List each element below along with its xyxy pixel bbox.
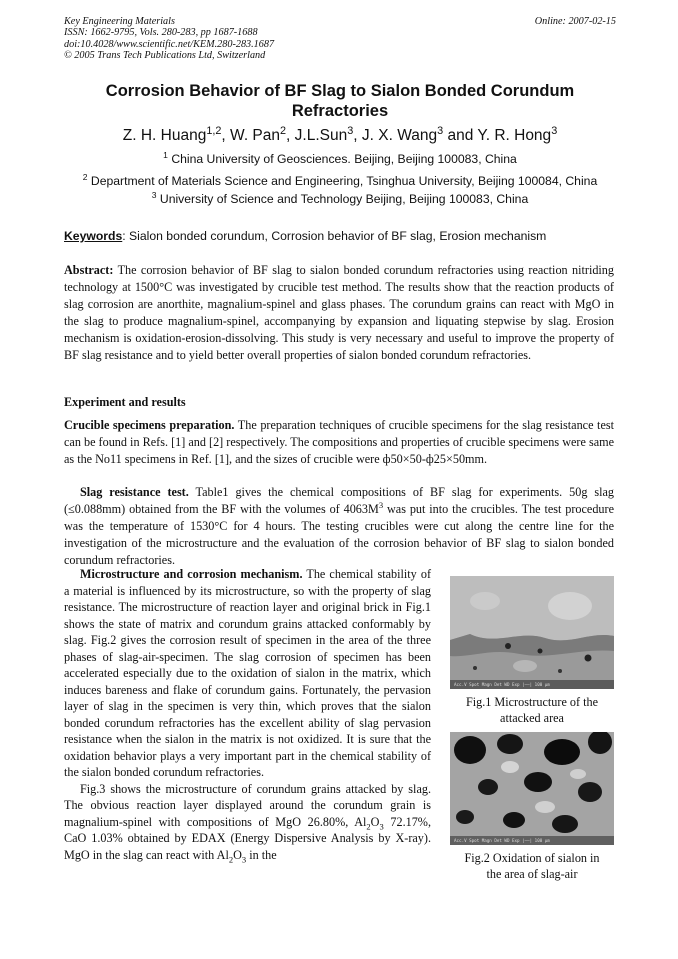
figure-2-caption: Fig.2 Oxidation of sialon in the area of slag-air [464, 851, 600, 881]
paper-title: Corrosion Behavior of BF Slag to Sialon Bonded Corundum Refractories [105, 82, 575, 120]
affiliation-1: $^1$ China University of Geosciences. Beijing, Beijing 100083, China [163, 149, 517, 166]
figure-2-micrograph [450, 732, 614, 845]
journal-header [64, 16, 616, 62]
affiliation-3: $^3$ University of Science and Technology Beijing, Beijing 100083, China [151, 189, 529, 206]
affiliation-2: $^2$ Department of Materials Science and Engineering, Tsinghua University, Beijing 100084, China [82, 171, 598, 188]
author-name: Z. H. Huang [122, 127, 207, 144]
keywords: Keywords: Sialon bonded corundum, Corrosion behavior of BF slag, Erosion mechanism [64, 229, 547, 243]
author-affiliation-mark: 2 [280, 124, 287, 137]
figure-1 [450, 576, 614, 726]
author-list: Z. H. Huang$^{1,2}$, W. Pan$^2$, J.L.Sun$^3$, J. X. Wang$^3$ and Y. R. Hong$^3$ [122, 124, 558, 144]
author-name: J. X. Wang [361, 127, 438, 144]
figure-2-scale-bar: Acc.V Spot Magn Det WD Exp |——| 100 μm [450, 836, 614, 845]
figure-1-caption: Fig.1 Microstructure of the attacked area [465, 695, 598, 725]
microstructure-column [64, 566, 431, 863]
figure-1-scale-bar: Acc.V Spot Magn Det WD Exp |——| 100 μm [450, 680, 614, 689]
abstract [64, 262, 614, 363]
author-name: Y. R. Hong [477, 127, 552, 144]
slag-paragraph: Slag resistance test. Table1 gives the chemical compositions of BF slag for experiments. 50g slag (≤0.088mm) obtained from the BF with the volumes of $4063M^3$ was put into the crucibles. The test procedure was the temperature of 1530°C for 4 hours. The testing crucibles were cut along the centre line for the investigation of the microstructure and the evaluation of the corrosion behavior of BF slag to sialon bonded corundum refractories. [64, 485, 615, 567]
author-name: W. Pan [230, 127, 281, 144]
abstract-label: Abstract: [64, 263, 114, 277]
microstructure-paragraph: Microstructure and corrosion mechanism. The chemical stability of a material is influenced by its microstructure, so with the property of slag resistance. The microstructure of reaction layer and original brick in Fig.1 shows the state of matrix and corundum grains attacked conformably by slag. Fig.2 gives the corrosion result of specimen in the area of the three phases of slag-air-specimen. The slag corrosion of specimen has been accelerated especially due to the oxidation of sialon in the matrix, which induces bareness and flake of corundum gains. Fortunately, the pervasion layer of slag in the specimen is very thin, which proves that the sialon bonded corundum refractories has the excellent ability of slag pervasion resistance when the sialon in the matrix is not oxidized. It is sure that the oxidation behavior plays a very important part in the chemical stability of the sialon bonded corundum refractories. [64, 567, 432, 779]
author-affiliation-mark: 3 [551, 124, 558, 137]
journal-name: Key Engineering Materials [64, 16, 175, 27]
keywords-text: Sialon bonded corundum, Corrosion behavior of BF slag, Erosion mechanism [129, 229, 547, 243]
section-heading: Experiment and results [64, 395, 186, 409]
figure-2-image [450, 732, 614, 845]
doi-line: doi:10.4028/www.scientific.net/KEM.280-283.1687 [64, 38, 275, 50]
author-affiliation-mark: 1,2 [206, 124, 222, 137]
figure-1-image [450, 576, 614, 689]
fig3-paragraph: Fig.3 shows the microstructure of corundum grains attacked by slag. The obvious reaction layer displayed around the corundum grain is magnalium-spinel with compositions of MgO 26.80%, $Al_2O_3$ 72.17%, CaO 1.03% obtained by EDAX (Energy Dispersive Analysis by X-ray). MgO in the slag can react with $Al_2O_3$ in the [64, 781, 431, 864]
crucible-paragraph: Crucible specimens preparation. The preparation techniques of crucible specimens for the slag resistance test can be found in Refs. [1] and [2] respectively. The compositions and properties of crucible specimens were same as the No11 specimens in Ref. [1], and the sizes of crucible were ф50×50-ф25×50mm. [64, 418, 614, 466]
author-affiliation-mark: 3 [437, 124, 444, 137]
author-name: J.L.Sun [294, 127, 348, 144]
copyright-line: © 2005 Trans Tech Publications Ltd, Switzerland [64, 50, 266, 62]
abstract-text: The corrosion behavior of BF slag to sialon bonded corundum refractories using reaction nitriding technology at 1500°C was investigated by crucible test method. The results show that the reaction products of slag corrosion are anorthite, magnalium-spinel and glass phases. The corundum grains can react with MgO in the slag to produce magnalium-spinel, accompanying by expansion and liquating stepwise by slag. Erosion mechanism is oxidation-erosion-dissolving. This study is very necessary and useful to improve the property of BF slag resistance and to yield better overall properties of sialon bonded corundum refractories. [64, 263, 614, 362]
figure-2 [450, 732, 614, 882]
figure-1-micrograph [450, 576, 614, 689]
issn-line: ISSN: 1662-9795, Vols. 280-283, pp 1687-1688 [64, 27, 258, 39]
keywords-label: Keywords [64, 229, 123, 243]
author-affiliation-mark: 3 [347, 124, 354, 137]
online-date: Online: 2007-02-15 [534, 16, 616, 27]
